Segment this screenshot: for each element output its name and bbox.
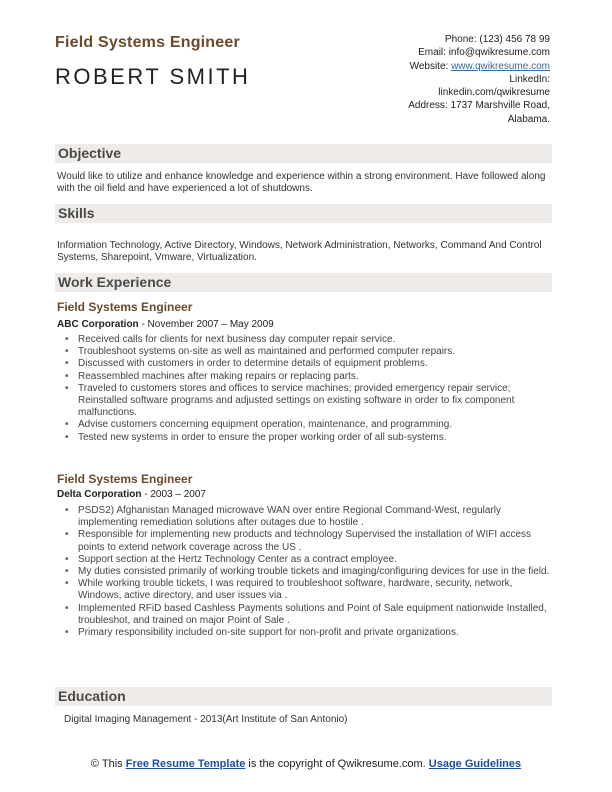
list-item: • Troubleshoot systems on-site as well as maintained and performed computer repairs. bbox=[78, 346, 552, 358]
work-experience-heading: Work Experience bbox=[55, 273, 552, 292]
job-company-line-1 bbox=[57, 319, 274, 330]
job-title-2: Field Systems Engineer bbox=[57, 472, 193, 486]
list-item: • Reassembled machines after making repairs or replacing parts. bbox=[78, 371, 552, 383]
skills-text: Information Technology, Active Directory, Windows, Network Administration, Networks, Command And Control Systems, Sharepoint, Vmware, Virtualization. bbox=[57, 240, 542, 264]
job-dates-1: - November 2007 – May 2009 bbox=[138, 319, 274, 330]
contact-address-line2: Alabama. bbox=[507, 113, 550, 125]
job-title-1: Field Systems Engineer bbox=[57, 300, 193, 314]
list-item: • While working trouble tickets, I was required to troubleshoot software, hardware, security, network, Windows, active directory, and user issues via . bbox=[78, 578, 552, 602]
objective-text: Would like to utilize and enhance knowledge and experience within a strong environment. Have followed along with the oil field and have experienced a lot of shutdowns. bbox=[57, 171, 546, 195]
list-item: • Advise customers concerning equipment operation, maintenance, and programming. bbox=[78, 419, 552, 431]
list-item: • Responsible for implementing new products and technology Supervised the installation of WIFI access points to extend network coverage across the US . bbox=[78, 529, 552, 553]
list-item: • Tested new systems in order to ensure the proper working order of all sub-systems. bbox=[78, 432, 552, 444]
list-item: • Received calls for clients for next business day computer repair service. bbox=[78, 334, 552, 346]
job-bullets-2 bbox=[78, 505, 552, 639]
contact-linkedin-label: LinkedIn: bbox=[509, 73, 550, 85]
list-item: • PSDS2) Afghanistan Managed microwave WAN over entire Regional Command-West, regularly implementing remediation solutions after outages due to hostile . bbox=[78, 505, 552, 529]
skills-heading: Skills bbox=[55, 204, 552, 223]
contact-block bbox=[330, 33, 550, 126]
contact-website bbox=[330, 60, 550, 73]
usage-guidelines-link[interactable]: Usage Guidelines bbox=[428, 758, 522, 770]
job-company-line-2 bbox=[57, 489, 206, 500]
copyright-footer bbox=[80, 757, 532, 771]
list-item: • Traveled to customers stores and offices to service machines; provided emergency repair service; Reinstalled software programs and adjusted settings on existing software in order to fix component malfunctions. bbox=[78, 383, 552, 420]
list-item: • Implemented RFiD based Cashless Payments solutions and Point of Sale equipment nationwide Installed, troubleshot, and trained on major Point of Sale . bbox=[78, 603, 552, 627]
education-text: Digital Imaging Management - 2013(Art Institute of San Antonio) bbox=[64, 714, 348, 725]
contact-phone: Phone: (123) 456 78 99 bbox=[444, 34, 550, 45]
candidate-name: ROBERT SMITH bbox=[55, 64, 251, 89]
job-dates-2: - 2003 – 2007 bbox=[141, 489, 206, 500]
objective-heading: Objective bbox=[55, 144, 552, 163]
education-heading: Education bbox=[55, 687, 552, 706]
list-item: • My duties consisted primarily of working trouble tickets and imaging/configuring devices for use in the field. bbox=[78, 566, 552, 578]
contact-linkedin-value: linkedin.com/qwikresume bbox=[438, 87, 550, 99]
list-item: • Discussed with customers in order to determine details of equipment problems. bbox=[78, 358, 552, 370]
footer-prefix: © This bbox=[90, 758, 126, 770]
job-bullets-1 bbox=[78, 334, 552, 444]
website-link[interactable]: www.qwikresume.com bbox=[451, 60, 550, 72]
contact-email: Email: info@qwikresume.com bbox=[418, 47, 550, 59]
list-item: • Support section at the Hertz Technology Center as a contract employee. bbox=[78, 554, 552, 566]
contact-address-line1: Address: 1737 Marshville Road, bbox=[408, 100, 550, 112]
free-resume-template-link[interactable]: Free Resume Template bbox=[125, 758, 246, 770]
footer-middle: is the copyright of Qwikresume.com. bbox=[245, 758, 429, 770]
company-name-2: Delta Corporation bbox=[57, 489, 142, 500]
resume-job-title: Field Systems Engineer bbox=[55, 34, 240, 51]
company-name-1: ABC Corporation bbox=[57, 319, 139, 330]
list-item: • Primary responsibility included on-site support for non-profit and private organizations. bbox=[78, 627, 552, 639]
website-label: Website: bbox=[409, 60, 452, 72]
